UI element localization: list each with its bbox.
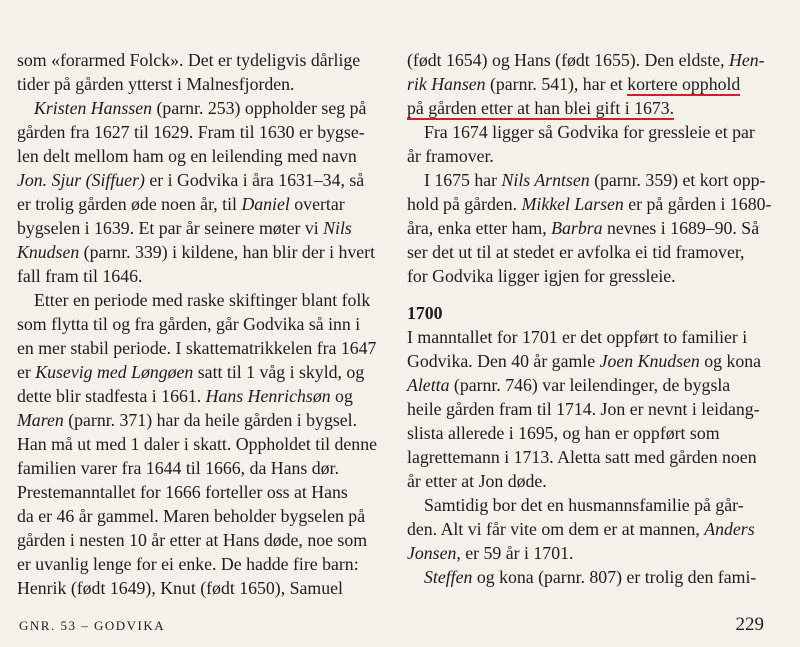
text-segment: ser det ut til at stedet er avfolka ei tid framover, xyxy=(407,242,745,262)
text-line xyxy=(17,120,377,144)
italic-name: Jonsen xyxy=(407,543,457,563)
text-line xyxy=(407,493,772,517)
text-segment: hold på gården. xyxy=(407,194,522,214)
text-segment: er i Godvika i åra 1631–34, så xyxy=(144,170,365,190)
text-segment: er uvanlig lenge for ei enke. De hadde fire barn: xyxy=(17,554,359,574)
text-segment: I manntallet for 1701 er det oppført to familier i xyxy=(407,327,748,347)
text-segment: (parnr. 339) i kildene, han blir der i hvert xyxy=(79,242,376,262)
text-line xyxy=(407,240,772,264)
text-segment: og kona xyxy=(699,351,762,371)
text-line xyxy=(17,96,377,120)
italic-name: Aletta xyxy=(407,375,450,395)
running-footer-title: GNR. 53 – GODVIKA xyxy=(19,618,166,633)
page-number: 229 xyxy=(735,614,764,635)
italic-name: Steffen xyxy=(424,567,473,587)
text-segment: heile gården fram til 1714. Jon er nevnt i leidang- xyxy=(407,399,760,419)
text-segment: den. Alt vi får vite om dem er at mannen, xyxy=(407,519,705,539)
text-segment: for Godvika ligger igjen for gressleie. xyxy=(407,266,676,286)
italic-name: Daniel xyxy=(241,194,290,214)
italic-name: Maren xyxy=(17,410,64,430)
text-line xyxy=(407,445,772,469)
italic-name: Hen- xyxy=(728,50,765,70)
text-line xyxy=(407,517,772,541)
italic-name: Kristen Hanssen xyxy=(34,98,153,118)
text-line xyxy=(17,240,377,264)
text-segment: Fra 1674 ligger så Godvika for gressleie et par xyxy=(424,122,755,142)
text-line xyxy=(17,216,377,240)
text-segment: gården i nesten 10 år etter at Hans døde, noe som xyxy=(17,530,368,550)
text-segment: I 1675 har xyxy=(424,170,502,190)
text-line xyxy=(407,373,772,397)
text-line xyxy=(407,565,772,589)
text-line xyxy=(17,384,377,408)
text-segment: er trolig gården øde noen år, til xyxy=(17,194,242,214)
text-line xyxy=(407,421,772,445)
italic-name: Knudsen xyxy=(17,242,80,262)
text-segment: en mer stabil periode. I skattematrikkelen fra 1647 xyxy=(17,338,377,358)
text-segment: dette blir stadfesta i 1661. xyxy=(17,386,206,406)
text-line xyxy=(17,408,377,432)
italic-name: Nils xyxy=(323,218,352,238)
text-line xyxy=(17,144,377,168)
italic-name: Hans Henrichsøn xyxy=(205,386,331,406)
text-line xyxy=(407,325,772,349)
text-line xyxy=(17,432,377,456)
italic-name: Kusevig med Løngøen xyxy=(35,362,194,382)
text-line xyxy=(407,541,772,565)
text-segment: bygselen i 1639. Et par år seinere møter vi xyxy=(17,218,324,238)
text-line xyxy=(407,168,772,192)
text-line xyxy=(17,552,377,576)
text-segment: Godvika. Den 40 år gamle xyxy=(407,351,600,371)
italic-name: Jon. Sjur (Siffuer) xyxy=(17,170,145,190)
italic-name: Joen Knudsen xyxy=(599,351,700,371)
italic-name: rik Hansen xyxy=(407,74,486,94)
text-segment: (parnr. 371) har da heile gården i bygsel. xyxy=(63,410,358,430)
text-segment: Samtidig bor det en husmannsfamilie på går- xyxy=(424,495,744,515)
underlined-text: på gården etter at han blei gift i 1673. xyxy=(407,98,675,118)
text-segment: og kona (parnr. 807) er trolig den fami- xyxy=(472,567,757,587)
text-segment: er xyxy=(17,362,36,382)
text-segment: år framover. xyxy=(407,146,494,166)
text-segment: (parnr. 746) var leilendinger, de bygsla xyxy=(449,375,731,395)
text-segment: slista allerede i 1695, og han er oppført som xyxy=(407,423,720,443)
text-line xyxy=(407,72,772,96)
text-line xyxy=(17,504,377,528)
text-line xyxy=(17,456,377,480)
text-segment: , er 59 år i 1701. xyxy=(456,543,574,563)
text-segment: og xyxy=(330,386,353,406)
text-segment: lagrettemann i 1713. Aletta satt med gården noen xyxy=(407,447,757,467)
text-segment: familien varer fra 1644 til 1666, da Hans dør. xyxy=(17,458,339,478)
text-line xyxy=(407,469,772,493)
text-line xyxy=(17,168,377,192)
text-segment: gården fra 1627 til 1629. Fram til 1630 er bygse- xyxy=(17,122,365,142)
text-line xyxy=(17,264,377,288)
text-line xyxy=(17,72,377,96)
text-segment: som «forarmed Folck». Det er tydeligvis dårlige xyxy=(17,50,361,70)
text-line xyxy=(17,528,377,552)
text-segment: Prestemanntallet for 1666 forteller oss at Hans xyxy=(17,482,348,502)
text-segment: fall fram til 1646. xyxy=(17,266,143,286)
text-line xyxy=(407,264,772,288)
text-segment: overtar xyxy=(289,194,345,214)
text-line xyxy=(17,360,377,384)
italic-name: Mikkel Larsen xyxy=(521,194,624,214)
text-segment: åra, enka etter ham, xyxy=(407,218,552,238)
text-segment: da er 46 år gammel. Maren beholder bygselen på xyxy=(17,506,366,526)
text-line xyxy=(407,96,772,120)
text-line xyxy=(407,48,772,72)
italic-name: Barbra xyxy=(551,218,603,238)
left-text-column xyxy=(17,48,377,600)
text-line xyxy=(407,397,772,421)
text-line xyxy=(407,349,772,373)
text-segment: er på gården i 1680- xyxy=(623,194,772,214)
text-segment: satt til 1 våg i skyld, og xyxy=(193,362,365,382)
text-segment: 1700 xyxy=(407,303,443,323)
text-line xyxy=(17,192,377,216)
italic-name: Nils Arntsen xyxy=(501,170,590,190)
text-line xyxy=(407,216,772,240)
text-line xyxy=(17,480,377,504)
text-line xyxy=(17,48,377,72)
text-segment: nevnes i 1689–90. Så xyxy=(602,218,760,238)
italic-name: Anders xyxy=(704,519,755,539)
right-text-column xyxy=(407,48,772,589)
text-segment: (parnr. 253) oppholder seg på xyxy=(152,98,367,118)
text-segment: som flytta til og fra gården, går Godvika så inn i xyxy=(17,314,361,334)
text-segment: (parnr. 541), har et xyxy=(485,74,628,94)
text-line xyxy=(17,336,377,360)
text-segment: Etter en periode med raske skiftinger blant folk xyxy=(34,290,371,310)
text-line xyxy=(407,192,772,216)
text-segment: len delt mellom ham og en leilending med navn xyxy=(17,146,357,166)
text-line xyxy=(407,120,772,144)
text-segment: Han må ut med 1 daler i skatt. Oppholdet til denne xyxy=(17,434,377,454)
text-segment: (født 1654) og Hans (født 1655). Den eldste, xyxy=(407,50,729,70)
section-heading xyxy=(407,301,772,325)
text-segment: tider på gården ytterst i Malnesfjorden. xyxy=(17,74,295,94)
underlined-text: kortere opphold xyxy=(627,74,741,94)
text-line xyxy=(17,288,377,312)
text-segment: år etter at Jon døde. xyxy=(407,471,547,491)
section-spacer xyxy=(407,288,772,301)
text-segment: Henrik (født 1649), Knut (født 1650), Samuel xyxy=(17,578,343,598)
text-line xyxy=(407,144,772,168)
text-segment: (parnr. 359) et kort opp- xyxy=(589,170,766,190)
text-line xyxy=(17,576,377,600)
text-line xyxy=(17,312,377,336)
